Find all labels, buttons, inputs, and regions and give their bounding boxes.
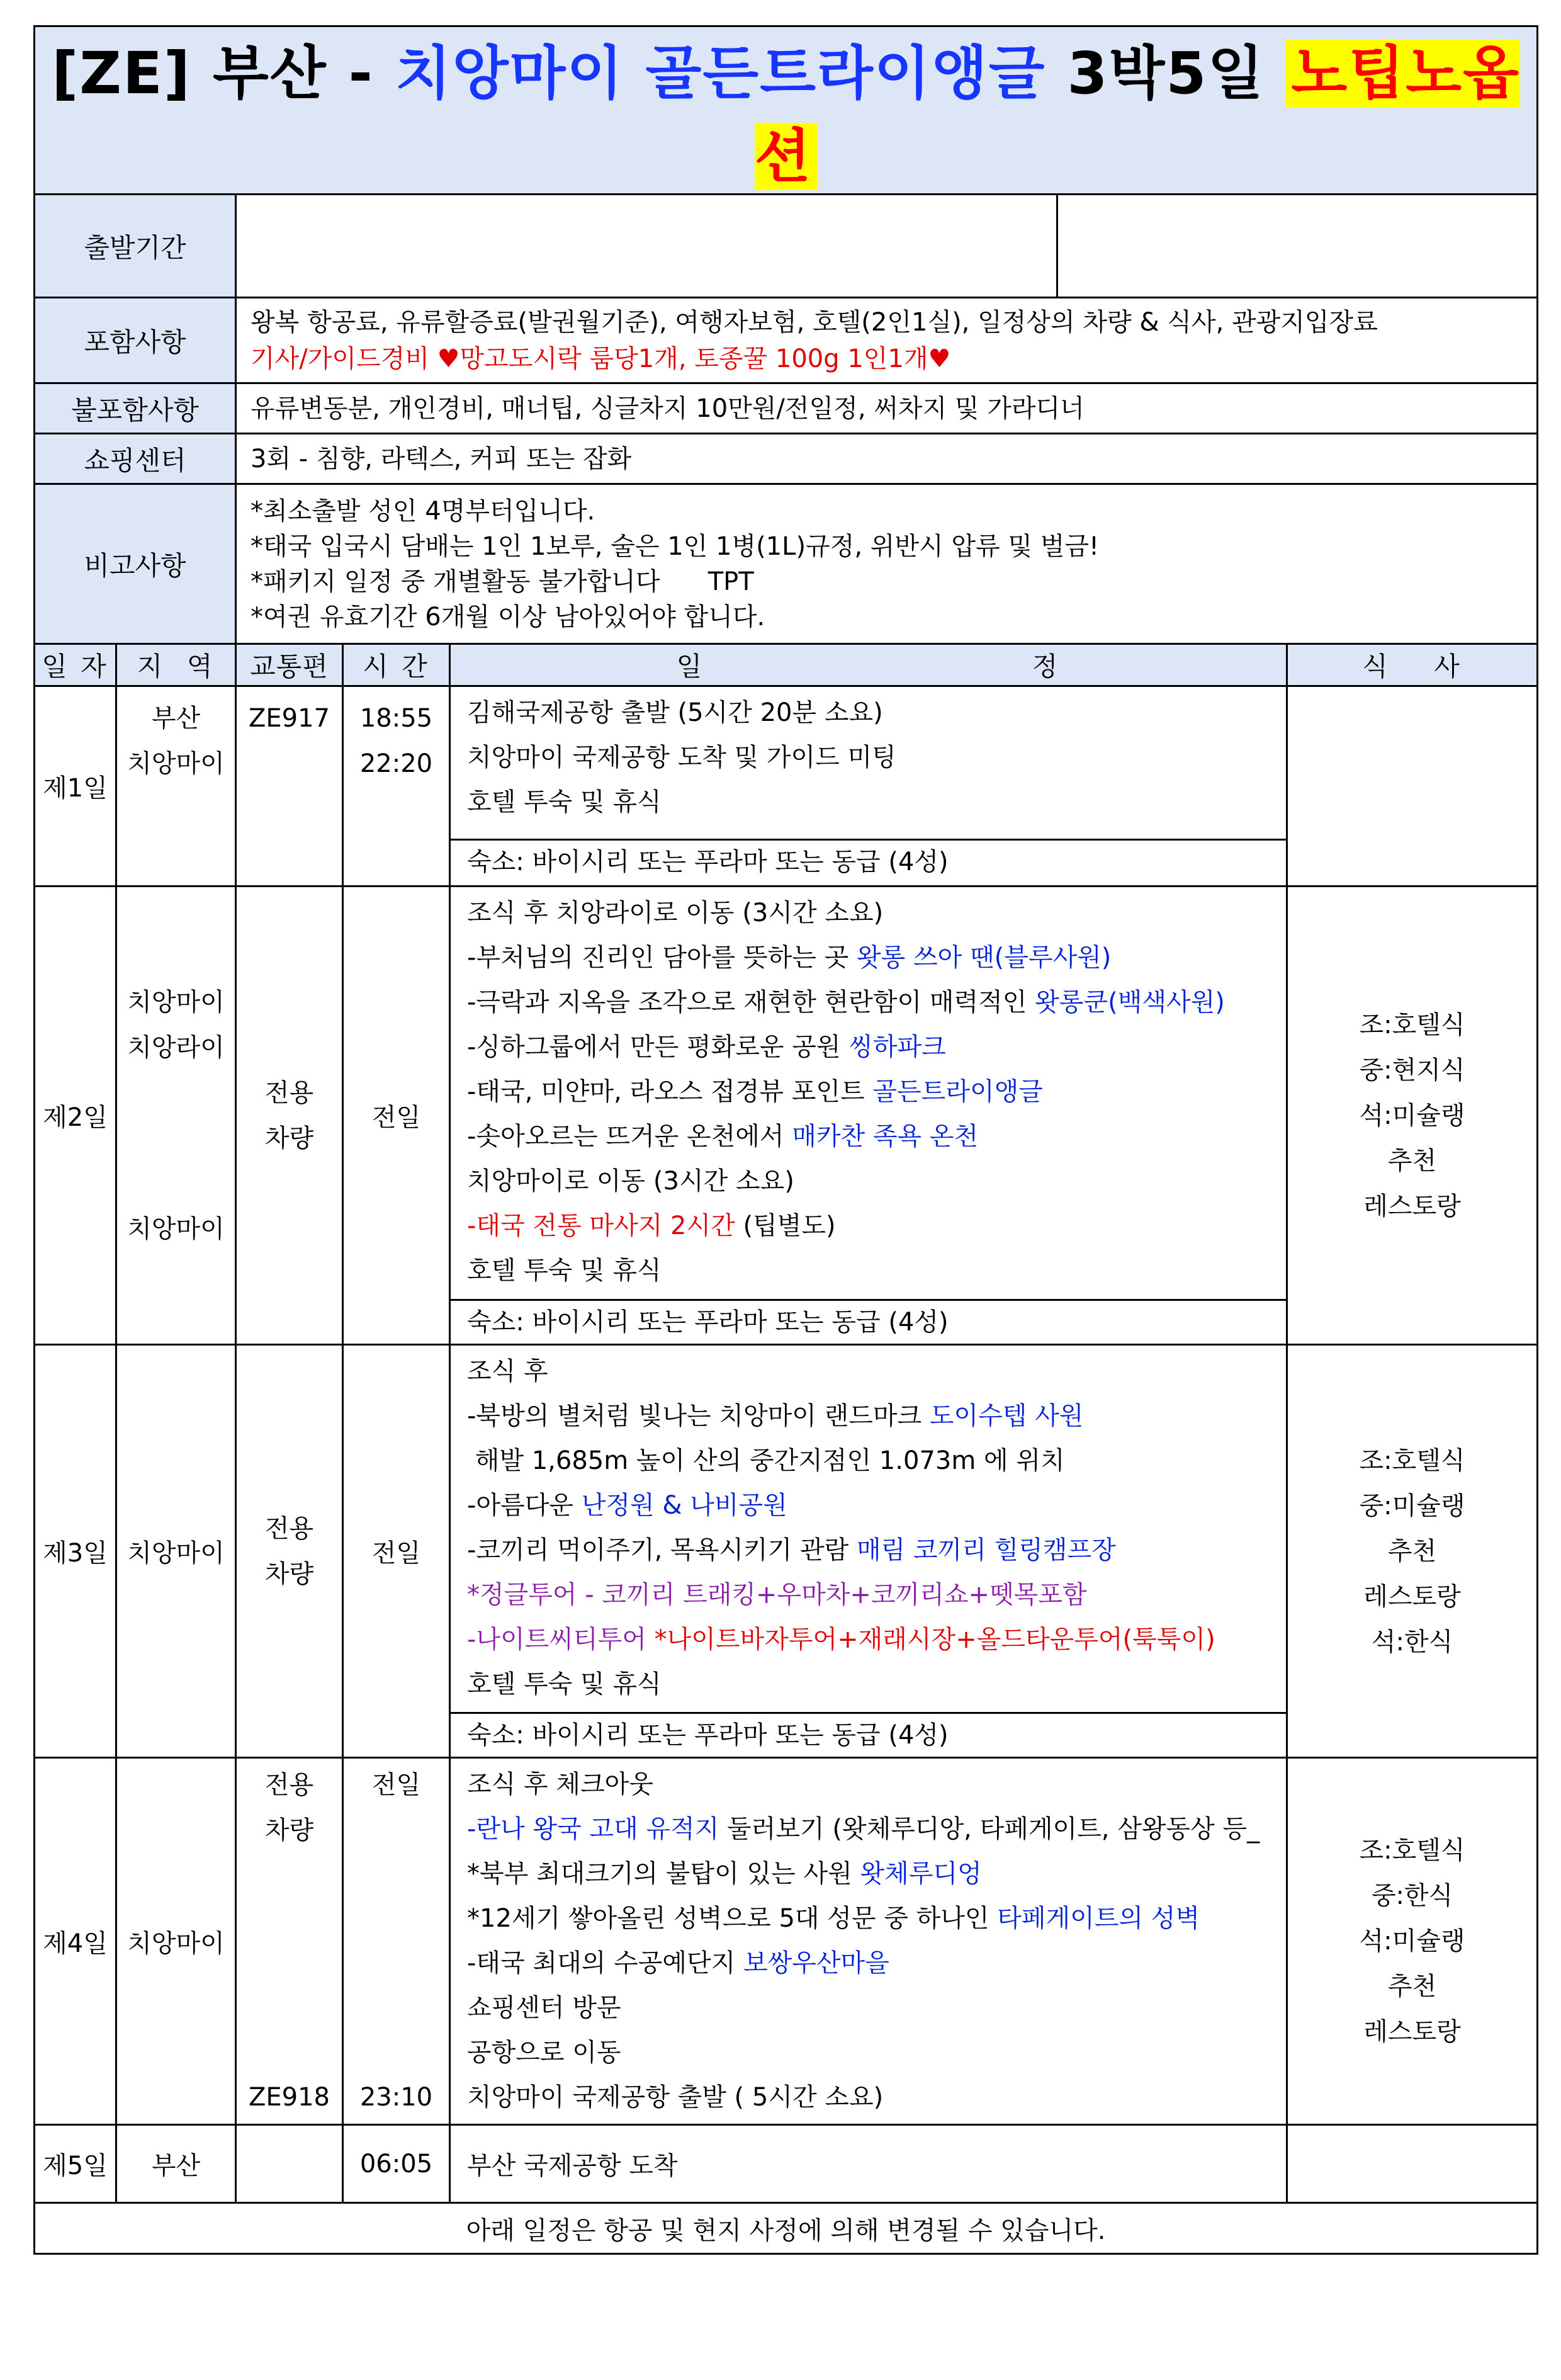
page-title: [ZE] 부산 - 치앙마이 골든트라이앵글 3박5일 노팁노옵션	[52, 40, 1520, 190]
schedule-line: 치앙마이로 이동 (3시간 소요)	[467, 1167, 794, 1196]
schedule-line: *정글투어 - 코끼리 트래킹+우마차+코끼리쇼+뗏목포함	[467, 1580, 1087, 1609]
day-4-time: 전일 23:10	[343, 1758, 450, 2125]
header-meal: 식 사	[1287, 644, 1538, 686]
itinerary-table	[33, 25, 1538, 2255]
day-5-row	[35, 2125, 1538, 2203]
included-label: 포함사항	[35, 298, 236, 383]
remarks-value	[236, 484, 1538, 644]
schedule-line: 쇼핑센터 방문	[467, 1993, 621, 2022]
day-2-time: 전일	[343, 887, 450, 1345]
departure-label: 출발기간	[35, 195, 236, 298]
day-label: 제2일	[35, 887, 116, 1345]
title-cell	[35, 26, 1538, 195]
schedule-line: 호텔 투숙 및 휴식	[467, 1256, 662, 1285]
day-1-region: 부산 치앙마이	[116, 686, 236, 887]
header-region: 지 역	[116, 644, 236, 686]
day-2-meal: 조:호텔식 중:현지식 석:미슐랭 추천 레스토랑	[1287, 887, 1538, 1345]
day-label: 제4일	[35, 1758, 116, 2125]
day-2-row	[35, 887, 1538, 1345]
excluded-value: 유류변동분, 개인경비, 매너팁, 싱글차지 10만원/전일정, 써차지 및 가라디너	[236, 383, 1538, 434]
shopping-value: 3회 - 침향, 라텍스, 커피 또는 잡화	[236, 434, 1538, 484]
day-5-region: 부산	[116, 2125, 236, 2203]
day-3-transport: 전용 차량	[236, 1345, 343, 1758]
schedule-line: 공항으로 이동	[467, 2038, 621, 2067]
footer-note: 아래 일정은 항공 및 현지 사정에 의해 변경될 수 있습니다.	[35, 2203, 1538, 2254]
day-4-row	[35, 1758, 1538, 2125]
day-3-meal: 조:호텔식 중:미슐랭 추천 레스토랑 석:한식	[1287, 1345, 1538, 1758]
schedule-line: 치앙마이 국제공항 도착 및 가이드 미팅	[467, 743, 896, 772]
schedule-line: 호텔 투숙 및 휴식	[467, 1670, 662, 1699]
header-transport: 교통편	[236, 644, 343, 686]
day-label: 제3일	[35, 1345, 116, 1758]
hotel-line: 숙소: 바이시리 또는 푸라마 또는 동급 (4성)	[451, 839, 1286, 883]
day-1-row	[35, 686, 1538, 887]
schedule-line: *북부 최대크기의 불탑이 있는 사원 왓체루디엉	[467, 1859, 982, 1888]
day-3-row	[35, 1345, 1538, 1758]
day-5-meal	[1287, 2125, 1538, 2203]
header-schedule: 일 정	[450, 644, 1287, 686]
schedule-line: -태국 전통 마사지 2시간 (팁별도)	[467, 1211, 836, 1240]
day-4-schedule	[450, 1758, 1287, 2125]
excluded-label: 불포함사항	[35, 383, 236, 434]
schedule-line: -아름다운 난정원 & 나비공원	[467, 1491, 787, 1520]
day-2-transport: 전용 차량	[236, 887, 343, 1345]
header-time: 시 간	[343, 644, 450, 686]
day-1-meal	[1287, 686, 1538, 887]
day-5-time: 06:05	[343, 2125, 450, 2203]
itinerary-sheet	[33, 25, 1536, 2255]
no-tip-no-option-badge: 노팁노옵션	[755, 40, 1520, 190]
day-3-time: 전일	[343, 1345, 450, 1758]
day-1-transport: ZE917	[236, 686, 343, 887]
day-1-time: 18:55 22:20	[343, 686, 450, 887]
schedule-line: -부처님의 진리인 담아를 뜻하는 곳 왓롱 쓰아 땐(블루사원)	[467, 943, 1112, 972]
day-5-schedule: 부산 국제공항 도착	[450, 2125, 1287, 2203]
schedule-line: -극락과 지옥을 조각으로 재현한 현란함이 매력적인 왓롱쿤(백색사원)	[467, 988, 1225, 1017]
day-5-transport	[236, 2125, 343, 2203]
departure-value-1	[236, 195, 1057, 298]
schedule-line: -싱하그룹에서 만든 평화로운 공원 씽하파크	[467, 1033, 946, 1062]
hotel-line: 숙소: 바이시리 또는 푸라마 또는 동급 (4성)	[451, 1712, 1286, 1757]
included-line-2: 기사/가이드경비 ♥망고도시락 룸당1개, 토종꿀 100g 1인1개♥	[251, 344, 951, 373]
day-label: 제5일	[35, 2125, 116, 2203]
remark-item: *여권 유효기간 6개월 이상 남아있어야 합니다.	[251, 602, 765, 632]
included-value	[236, 298, 1538, 383]
schedule-line: 호텔 투숙 및 휴식	[467, 788, 662, 817]
remark-item: *태국 입국시 담배는 1인 1보루, 술은 1인 1병(1L)규정, 위반시 압류 및 벌금!	[251, 531, 1100, 561]
day-label: 제1일	[35, 686, 116, 887]
schedule-line: 조식 후 치앙라이로 이동 (3시간 소요)	[467, 898, 884, 927]
day-2-schedule	[450, 887, 1287, 1345]
shopping-label: 쇼핑센터	[35, 434, 236, 484]
schedule-line: 조식 후 체크아웃	[467, 1770, 653, 1799]
day-1-schedule	[450, 686, 1287, 887]
schedule-line: -란나 왕국 고대 유적지 둘러보기 (왓체루디앙, 타페게이트, 삼왕동상 등_	[467, 1815, 1260, 1844]
header-day: 일 자	[35, 644, 116, 686]
schedule-line: -태국 최대의 수공예단지 보쌍우산마을	[467, 1949, 889, 1978]
schedule-line: -나이트씨티투어 *나이트바자투어+재래시장+올드타운투어(툭툭이)	[467, 1625, 1215, 1654]
day-4-meal: 조:호텔식 중:한식 석:미슐랭 추천 레스토랑	[1287, 1758, 1538, 2125]
day-3-schedule	[450, 1345, 1287, 1758]
day-4-region: 치앙마이	[116, 1758, 236, 2125]
schedule-line: 해발 1,685m 높이 산의 중간지점인 1.073m 에 위치	[467, 1446, 1065, 1475]
day-3-region: 치앙마이	[116, 1345, 236, 1758]
schedule-line: 치앙마이 국제공항 출발 ( 5시간 소요)	[467, 2083, 884, 2112]
departure-value-2	[1057, 195, 1538, 298]
schedule-line: -태국, 미얀마, 라오스 접경뷰 포인트 골든트라이앵글	[467, 1077, 1043, 1106]
remark-item: *최소출발 성인 4명부터입니다.	[251, 496, 595, 526]
schedule-line: 김해국제공항 출발 (5시간 20분 소요)	[467, 698, 883, 727]
schedule-line: 조식 후	[467, 1357, 548, 1386]
schedule-line: -북방의 별처럼 빛나는 치앙마이 랜드마크 도이수텝 사원	[467, 1402, 1084, 1431]
remark-item: *패키지 일정 중 개별활동 불가합니다 TPT	[251, 567, 754, 596]
hotel-line: 숙소: 바이시리 또는 푸라마 또는 동급 (4성)	[451, 1299, 1286, 1344]
schedule-line: *12세기 쌓아올린 성벽으로 5대 성문 중 하나인 타페게이트의 성벽	[467, 1904, 1200, 1933]
remarks-label: 비고사항	[35, 484, 236, 644]
schedule-line: -코끼리 먹이주기, 목욕시키기 관람 매림 코끼리 힐링캠프장	[467, 1536, 1116, 1565]
day-4-transport: 전용 차량 ZE918	[236, 1758, 343, 2125]
included-line-1: 왕복 항공료, 유류할증료(발권월기준), 여행자보험, 호텔(2인1실), 일정상의 차량 & 식사, 관광지입장료	[251, 307, 1378, 337]
schedule-line: -솟아오르는 뜨거운 온천에서 매카찬 족욕 온천	[467, 1122, 979, 1151]
day-2-region: 치앙마이 치앙라이 치앙마이	[116, 887, 236, 1345]
